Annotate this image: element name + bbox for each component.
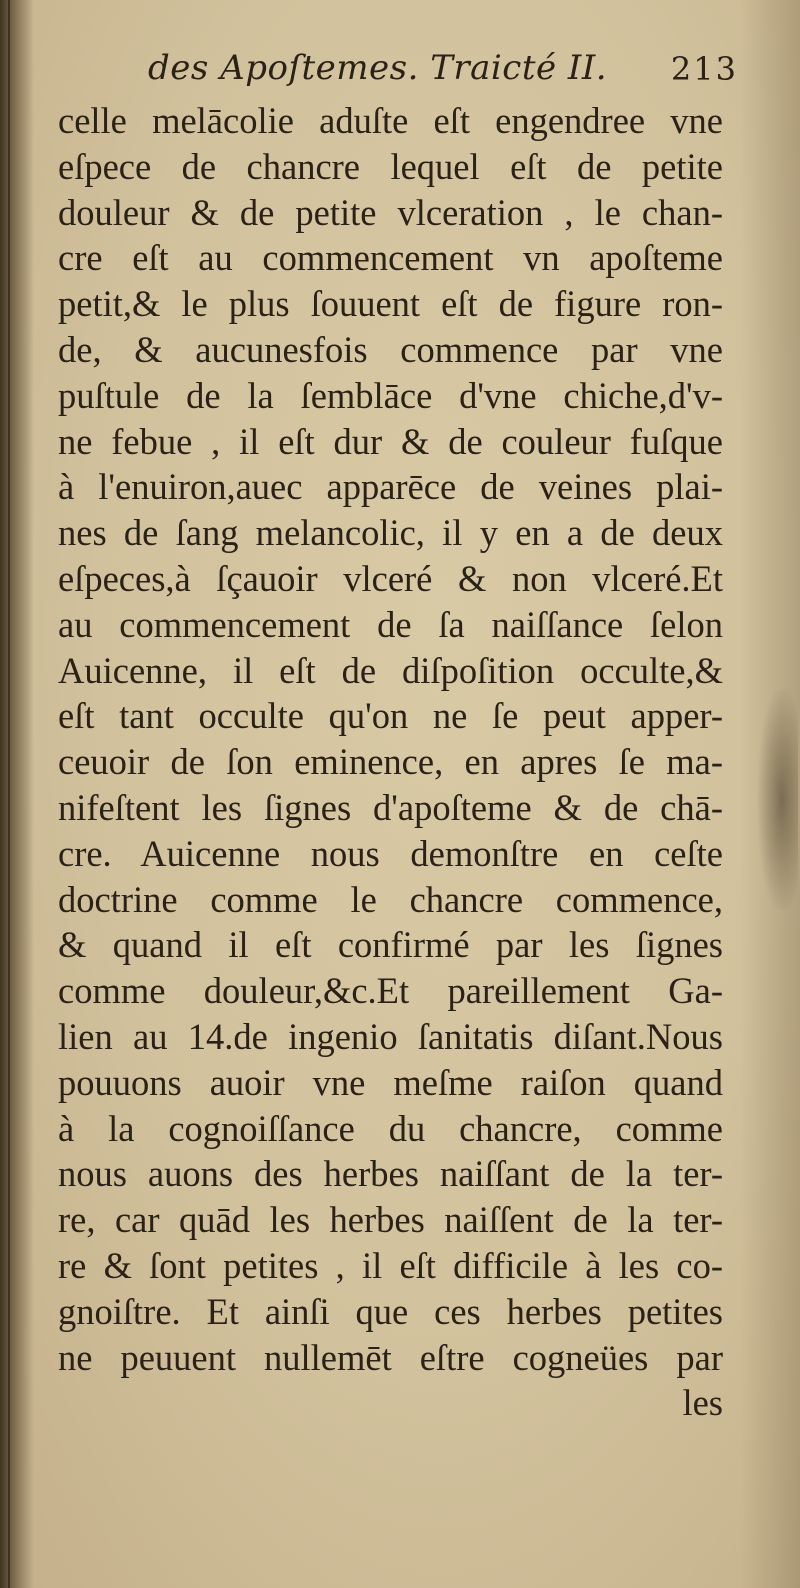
running-title: des Apoſtemes. Traicté II. [148,48,608,88]
text-line: à l'enuiron,auec apparēce de veines plai- [58,466,723,508]
binding-gutter [0,0,34,1588]
text-line: ne febue , il eſt dur & de couleur fuſque [58,420,723,462]
text-line: gnoiſtre. Et ainſi que ces herbes petites [58,1290,723,1332]
text-line: pouuons auoir vne meſme raiſon quand [58,1061,723,1103]
text-line: comme douleur,&c.Et pareillement Ga- [58,970,723,1012]
text-line: celle melācolie aduſte eſt engendree vne [58,100,723,141]
text-line: & quand il eſt confirmé par les ſignes [58,924,723,966]
body-text [58,98,723,1426]
text-line: cre. Auicenne nous demonſtre en ceſte [58,832,723,874]
ink-bleed-stain [758,690,798,910]
page-number: 213 [670,50,738,88]
text-line: nes de ſang melancolic, il y en a de deux [58,512,723,554]
text-line: petit,& le plus ſouuent eſt de figure ron- [58,283,723,325]
text-line: eſpece de chancre lequel eſt de petite [58,145,723,187]
running-header [148,48,738,96]
catchword: les [682,1382,723,1424]
text-line: au commencement de ſa naiſſance ſelon [58,603,723,645]
text-line: lien au 14.de ingenio ſanitatis diſant.Nous [58,1015,723,1057]
text-line: puſtule de la ſemblāce d'vne chiche,d'v- [58,374,723,416]
text-line: à la cognoiſſance du chancre, comme [58,1107,723,1149]
text-line: eſt tant occulte qu'on ne ſe peut apper- [58,695,723,737]
text-line: nifeſtent les ſignes d'apoſteme & de chā- [58,786,723,828]
text-line: doctrine comme le chancre commence, [58,878,723,920]
text-line: eſpeces,à ſçauoir vlceré & non vlceré.Et [58,557,723,599]
text-line: nous auons des herbes naiſſant de la ter- [58,1153,723,1195]
text-line: de, & aucunesfois commence par vne [58,328,723,370]
text-line: ceuoir de ſon eminence, en apres ſe ma- [58,741,723,783]
text-line: cre eſt au commencement vn apoſteme [58,237,723,279]
text-line: re & ſont petites , il eſt difficile à les co- [58,1244,723,1286]
text-line: ne peuuent nullemēt eſtre cogneües par [58,1336,723,1378]
spine-edge [8,0,10,1588]
text-line: re, car quād les herbes naiſſent de la ter- [58,1199,723,1241]
text-line: Auicenne, il eſt de diſpoſition occulte,& [58,649,723,691]
text-line: douleur & de petite vlceration , le chan- [58,191,723,233]
